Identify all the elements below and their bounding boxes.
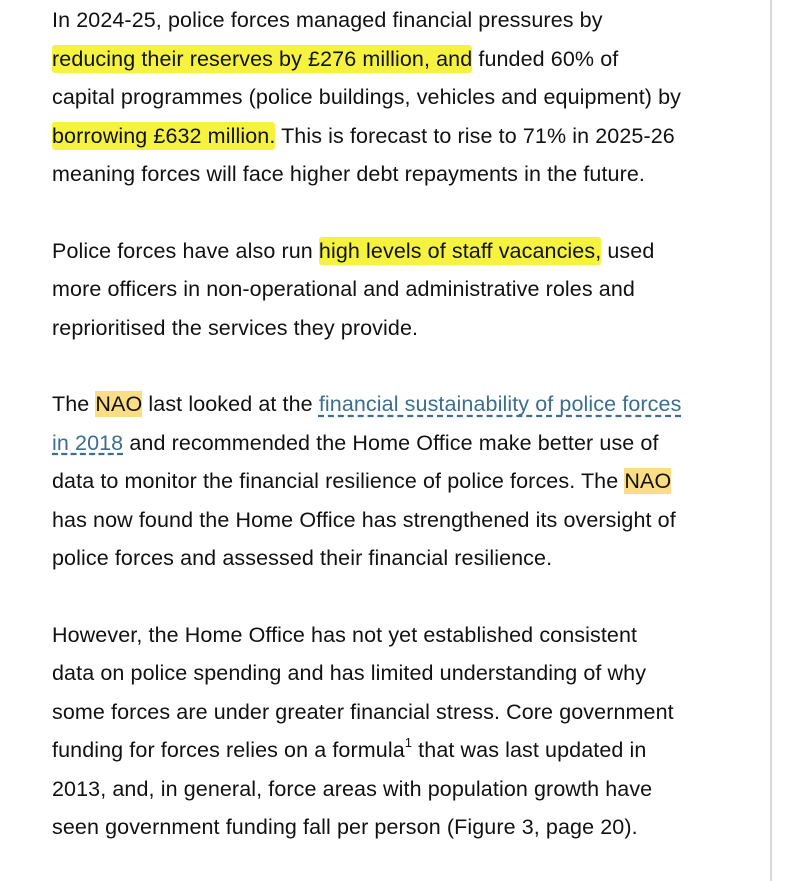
text: meaning forces will face higher debt repayments in the future. <box>52 162 645 186</box>
text: Police forces have also run <box>52 238 319 263</box>
page-edge-divider <box>770 0 772 881</box>
article-body <box>52 0 752 847</box>
text: This is forecast to rise to 71% in 2025-26 <box>275 123 675 148</box>
text: used <box>601 238 655 263</box>
text: capital programmes (police buildings, vehicles and equipment) by <box>52 85 682 109</box>
text: some forces are under greater financial stress. Core government <box>52 699 674 724</box>
text: The <box>52 392 96 416</box>
nao-highlight: NAO <box>624 469 672 493</box>
text-line <box>52 693 752 732</box>
financial-sustainability-link[interactable]: financial sustainability of police forces <box>318 392 682 416</box>
nao-highlight: NAO <box>95 392 143 416</box>
text: reprioritised the services they provide. <box>52 315 419 340</box>
text: However, the Home Office has not yet established consistent <box>52 622 638 647</box>
text-line <box>52 385 752 424</box>
text-line <box>52 770 752 809</box>
footnote-marker[interactable]: 1 <box>404 735 413 750</box>
text-line <box>52 654 752 693</box>
text: 2013, and, in general, force areas with population growth have <box>52 776 653 801</box>
text: In 2024-25, police forces managed financial pressures by <box>52 8 603 32</box>
text: police forces and assessed their financial resilience. <box>52 546 553 570</box>
text: and recommended the Home Office make better use of <box>123 430 659 455</box>
text-line <box>52 616 752 655</box>
text-line <box>52 232 752 271</box>
financial-sustainability-link-cont[interactable]: in 2018 <box>52 430 124 455</box>
text-line <box>52 808 752 847</box>
text-line <box>52 155 752 194</box>
text-line <box>52 270 752 309</box>
highlight: borrowing £632 million. <box>52 123 276 148</box>
text-line <box>52 117 752 156</box>
text-line <box>52 424 752 463</box>
text-line <box>52 40 752 79</box>
text-line <box>52 731 752 770</box>
text-line <box>52 462 752 501</box>
text: last looked at the <box>142 392 319 416</box>
text: has now found the Home Office has strengthened its oversight of <box>52 507 676 532</box>
paragraph-nao <box>52 385 752 578</box>
text: seen government funding fall per person (Figure 3, page 20). <box>52 815 638 839</box>
text: funded 60% of <box>472 46 619 71</box>
text: funding for forces relies on a formula <box>52 738 405 762</box>
highlight: high levels of staff vacancies, <box>318 238 602 263</box>
text-line <box>52 1 752 40</box>
text: data on police spending and has limited understanding of why <box>52 661 647 685</box>
highlight: reducing their reserves by £276 million, and <box>52 46 473 71</box>
text: more officers in non-operational and administrative roles and <box>52 277 635 301</box>
text: data to monitor the financial resilience of police forces. The <box>52 469 625 493</box>
text: that was last updated in <box>412 738 647 762</box>
paragraph-vacancies <box>52 232 752 348</box>
text-line <box>52 539 752 578</box>
paragraph-funding <box>52 616 752 847</box>
text-line <box>52 501 752 540</box>
text-line <box>52 78 752 117</box>
text-line <box>52 309 752 348</box>
paragraph-reserves <box>52 1 752 194</box>
